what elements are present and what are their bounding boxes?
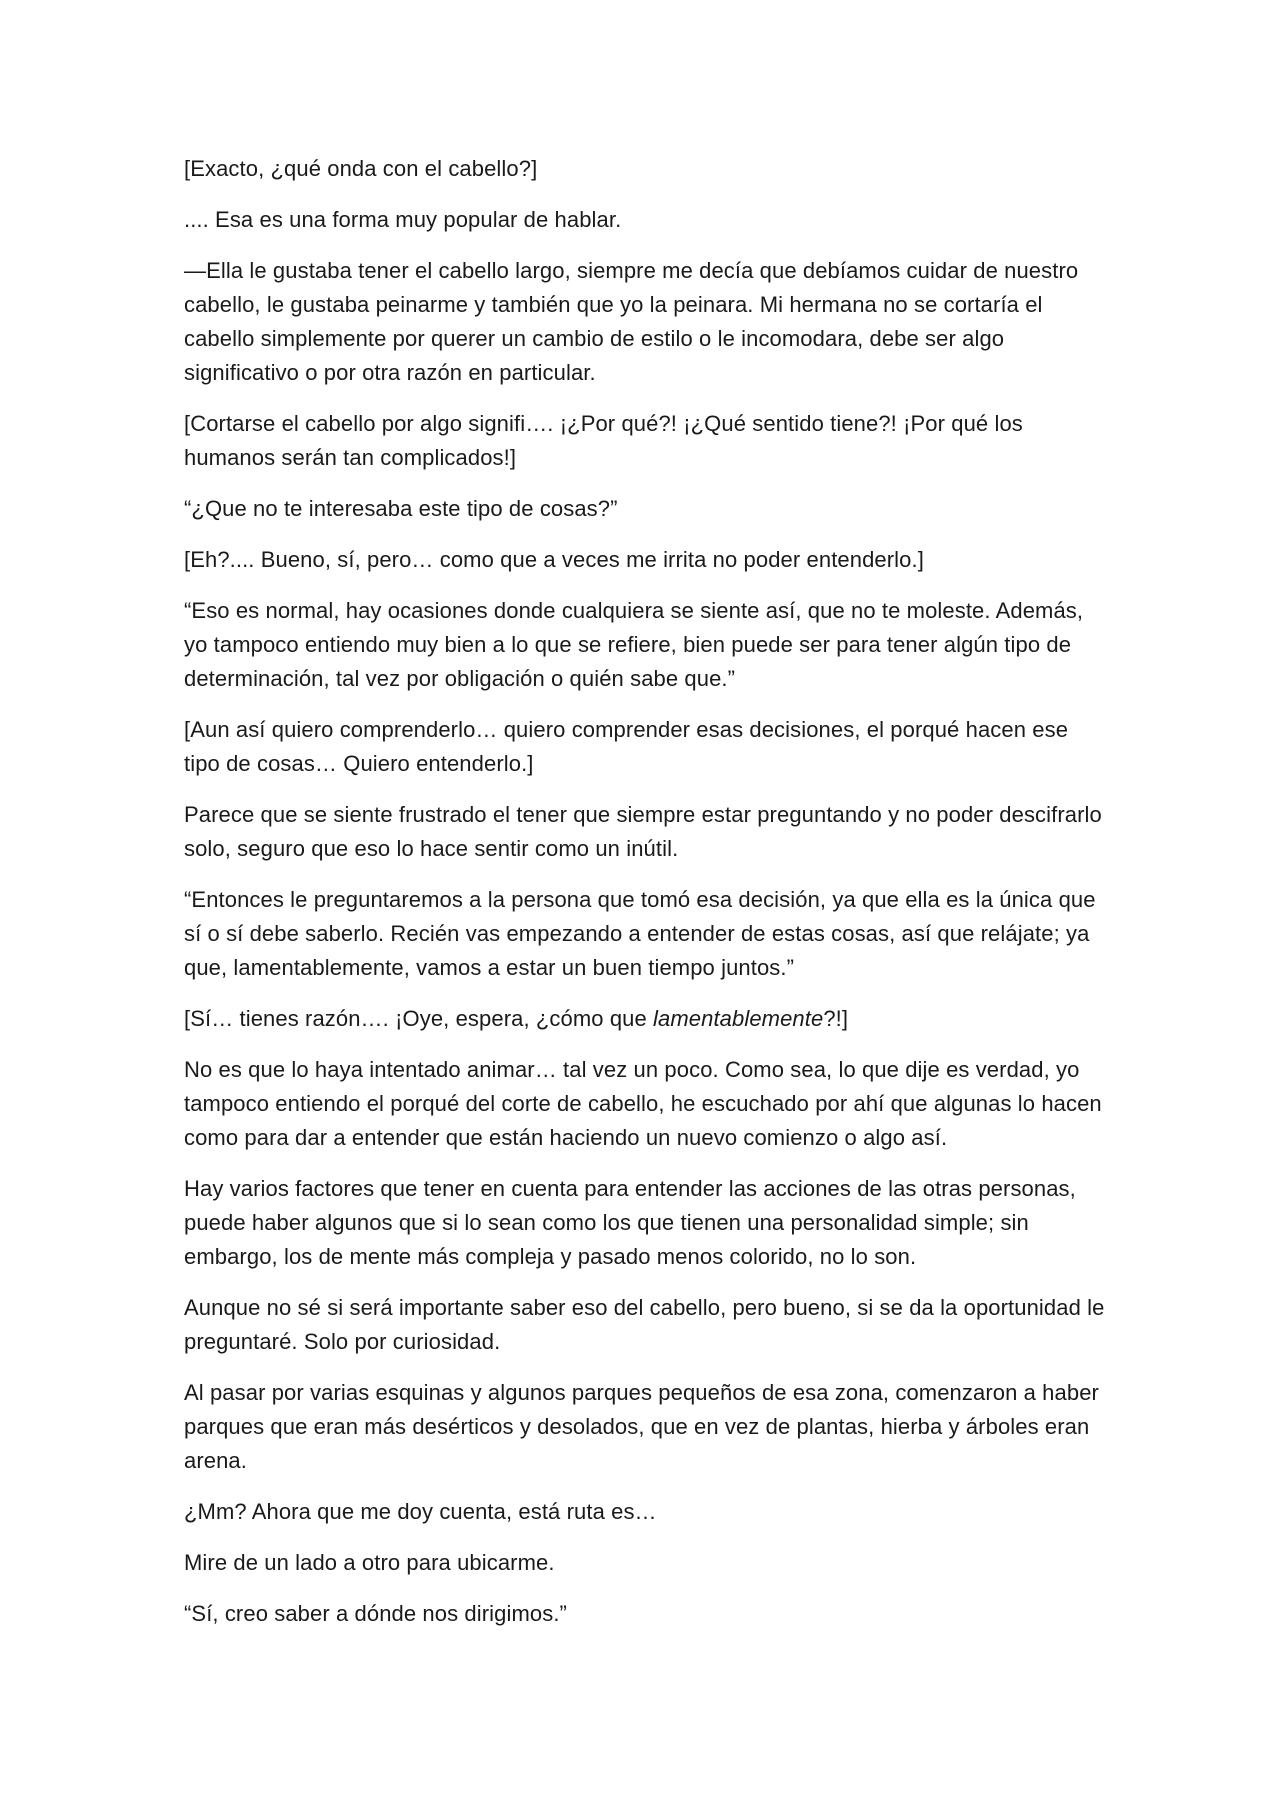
paragraph: Aunque no sé si será importante saber eso del cabello, pero bueno, si se da la oportunidad le preguntaré. Solo por curiosidad.	[184, 1295, 1105, 1354]
paragraph: [Cortarse el cabello por algo signifi…. ¡¿Por qué?! ¡¿Qué sentido tiene?! ¡Por qué los humanos serán tan complicados!]	[184, 411, 1023, 470]
paragraph-with-italic	[184, 1002, 1110, 1036]
paragraph: “Eso es normal, hay ocasiones donde cualquiera se siente así, que no te moleste. Además, yo tampoco entiendo muy bien a lo que se refiere, bien puede ser para tener algún tipo de determinación, tal vez por obligación o quién sabe que.”	[184, 598, 1084, 691]
paragraph: Al pasar por varias esquinas y algunos parques pequeños de esa zona, comenzaron a haber parques que eran más desérticos y desolados, que en vez de plantas, hierba y árboles eran arena.	[184, 1380, 1099, 1473]
paragraph: [Eh?.... Bueno, sí, pero… como que a veces me irrita no poder entenderlo.]	[184, 547, 924, 572]
paragraph: —Ella le gustaba tener el cabello largo, siempre me decía que debíamos cuidar de nuestro cabello, le gustaba peinarme y también que yo la peinara. Mi hermana no se cortaría el cabello simplemente por querer un cambio de estilo o le incomodara, debe ser algo significativo o por otra razón en particular.	[184, 258, 1079, 385]
paragraph: Hay varios factores que tener en cuenta para entender las acciones de las otras personas, puede haber algunos que si lo sean como los que tienen una personalidad simple; sin embargo, los de mente más compleja y pasado menos colorido, no lo son.	[184, 1176, 1076, 1269]
paragraph: “Sí, creo saber a dónde nos dirigimos.”	[184, 1601, 567, 1626]
italic-emphasis: lamentablemente	[653, 1006, 824, 1031]
paragraph: Mire de un lado a otro para ubicarme.	[184, 1550, 555, 1575]
paragraph: [Aun así quiero comprenderlo… quiero comprender esas decisiones, el porqué hacen ese tipo de cosas… Quiero entenderlo.]	[184, 717, 1069, 776]
paragraph: Parece que se siente frustrado el tener que siempre estar preguntando y no poder descifrarlo solo, seguro que eso lo hace sentir como un inútil.	[184, 802, 1102, 861]
paragraph: “Entonces le preguntaremos a la persona que tomó esa decisión, ya que ella es la única que sí o sí debe saberlo. Recién vas empezando a entender de estas cosas, así que relájate; ya que, lamentablemente, vamos a estar un buen tiempo juntos.”	[184, 887, 1096, 980]
paragraph: No es que lo haya intentado animar… tal vez un poco. Como sea, lo que dije es verdad, yo tampoco entiendo el porqué del corte de cabello, he escuchado por ahí que algunas lo hacen como para dar a entender que están haciendo un nuevo comienzo o algo así.	[184, 1057, 1102, 1150]
paragraph-text-after: ?!]	[823, 1006, 849, 1031]
paragraph: ¿Mm? Ahora que me doy cuenta, está ruta es…	[184, 1499, 657, 1524]
paragraph: [Exacto, ¿qué onda con el cabello?]	[184, 156, 538, 181]
paragraph: “¿Que no te interesaba este tipo de cosas?”	[184, 496, 618, 521]
paragraph-text-before: [Sí… tienes razón…. ¡Oye, espera, ¿cómo que	[184, 1006, 654, 1031]
paragraph: .... Esa es una forma muy popular de hablar.	[184, 207, 622, 232]
